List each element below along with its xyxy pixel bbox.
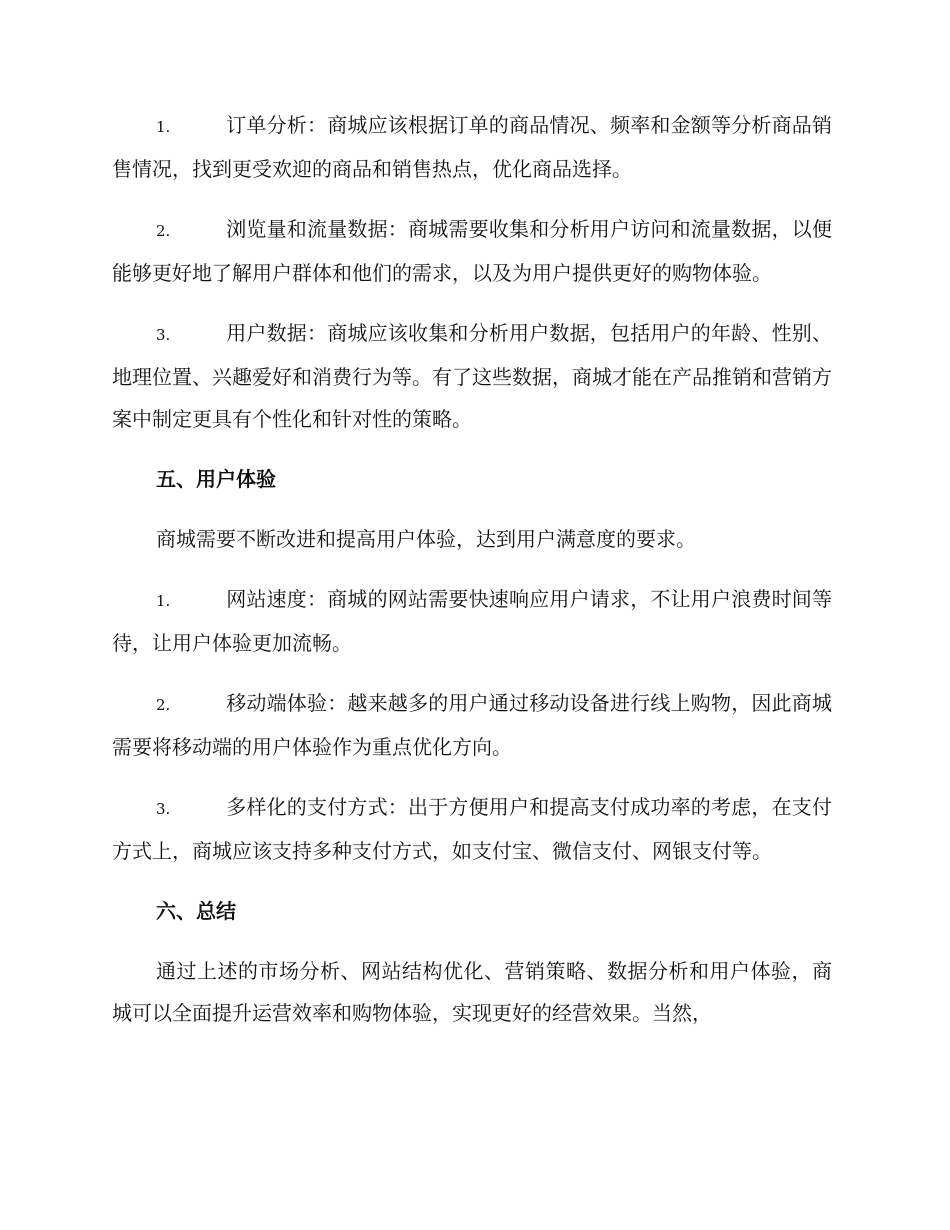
list-item-number: 3. [156,800,171,818]
list-item-number: 3. [156,326,171,344]
list-item-text: 浏览量和流量数据：商城需要收集和分析用户访问和流量数据，以便能够更好地了解用户群体和他们的需求，以及为用户提供更好的购物体验。 [112,217,832,285]
list-item-text: 多样化的支付方式：出于方便用户和提高支付成功率的考虑，在支付方式上，商城应该支持多种支付方式，如支付宝、微信支付、网银支付等。 [112,795,832,863]
list-item-text: 网站速度：商城的网站需要快速响应用户请求，不让用户浪费时间等待，让用户体验更加流畅。 [112,587,832,655]
list-item-number: 1. [156,118,171,136]
summary-paragraph: 通过上述的市场分析、网站结构优化、营销策略、数据分析和用户体验，商城可以全面提升运营效率和购物体验，实现更好的经营效果。当然， [112,959,832,1025]
list-item-number: 1. [156,592,171,610]
list-item-number: 2. [156,696,171,714]
list-item [112,682,832,768]
list-item [112,312,832,440]
list-item-number: 2. [156,222,171,240]
list-item-text: 订单分析：商城应该根据订单的商品情况、频率和金额等分析商品销售情况，找到更受欢迎的商品和销售热点，优化商品选择。 [112,113,832,181]
list-item-text: 用户数据：商城应该收集和分析用户数据，包括用户的年龄、性别、地理位置、兴趣爱好和消费行为等。有了这些数据，商城才能在产品推销和营销方案中制定更具有个性化和针对性的策略。 [112,321,832,431]
section-intro: 商城需要不断改进和提高用户体验，达到用户满意度的要求。 [156,527,696,551]
list-item [112,786,832,872]
section-heading-summary: 六、总结 [156,899,236,923]
list-item [112,208,832,294]
list-item [112,578,832,664]
list-item-text: 移动端体验：越来越多的用户通过移动设备进行线上购物，因此商城需要将移动端的用户体验作为重点优化方向。 [112,691,832,759]
list-item [112,104,832,190]
section-heading-user-experience: 五、用户体验 [156,467,276,491]
